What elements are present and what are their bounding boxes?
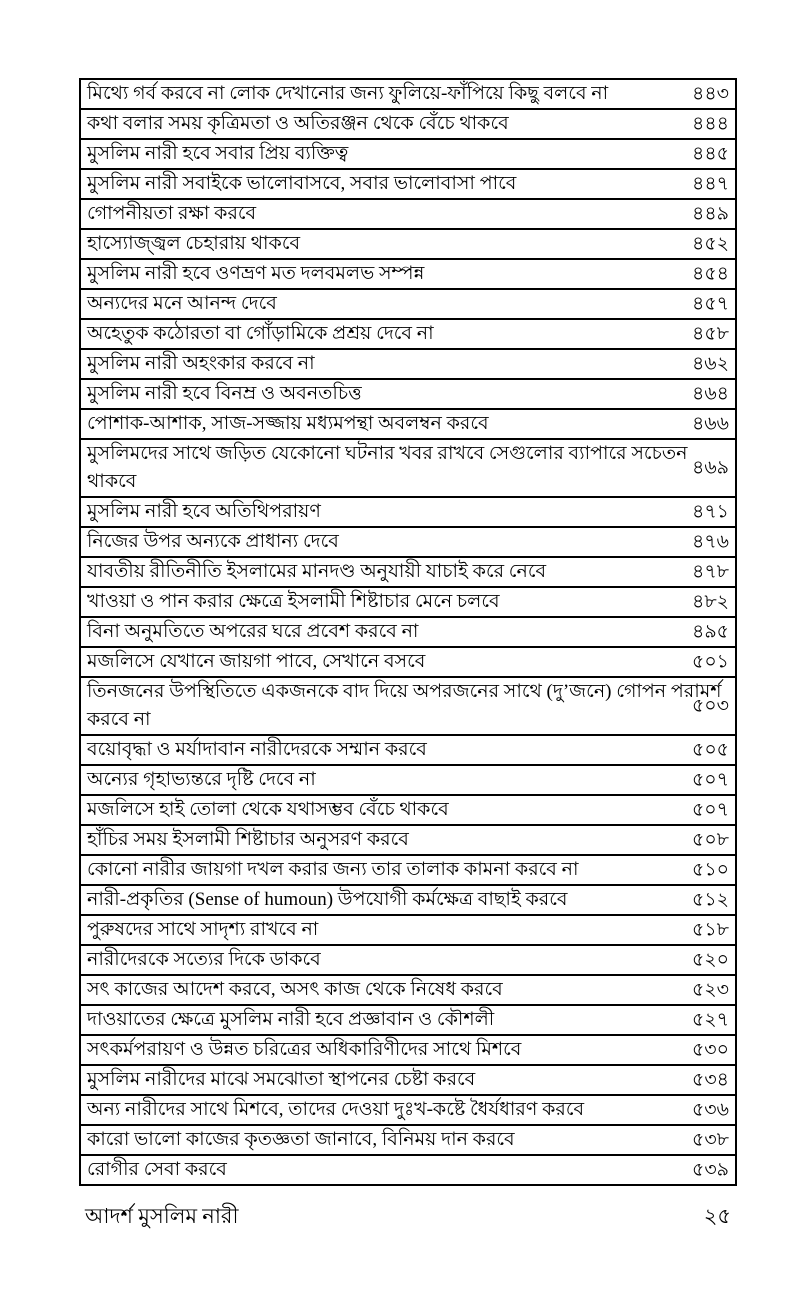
toc-row bbox=[81, 1006, 735, 1036]
toc-entry-title: রোগীর সেবা করবে bbox=[87, 1159, 227, 1180]
toc-row bbox=[81, 916, 735, 946]
toc-row bbox=[81, 618, 735, 648]
toc-table bbox=[79, 78, 737, 1186]
toc-row bbox=[81, 588, 735, 618]
toc-row bbox=[81, 1066, 735, 1096]
toc-entry-page-number: ৪৭৮ bbox=[691, 561, 729, 583]
toc-row bbox=[81, 648, 735, 678]
toc-entry-page-number: ৫৩০ bbox=[691, 1039, 729, 1061]
toc-entry-page-number: ৪৫৪ bbox=[692, 263, 729, 285]
toc-entry-page-number: ৫০৭ bbox=[691, 769, 729, 791]
toc-entry-title: সৎকর্মপরায়ণ ও উন্নত চরিত্রের অধিকারিণীদের সাথে মিশবে bbox=[87, 1039, 522, 1060]
toc-row bbox=[81, 110, 735, 140]
toc-row bbox=[81, 976, 735, 1006]
toc-entry-title: সৎ কাজের আদেশ করবে, অসৎ কাজ থেকে নিষেধ করবে bbox=[87, 979, 503, 1000]
toc-row bbox=[81, 380, 735, 410]
toc-entry-page-number: ৪৫৭ bbox=[691, 293, 729, 315]
toc-row bbox=[81, 200, 735, 230]
toc-entry-title: অন্য নারীদের সাথে মিশবে, তাদের দেওয়া দুঃখ-কষ্টে ধৈর্যধারণ করবে bbox=[87, 1099, 585, 1120]
toc-row bbox=[81, 230, 735, 260]
toc-entry-title: মুসলিম নারী হবে বিনম্র ও অবনতচিত্ত bbox=[87, 383, 362, 404]
toc-row bbox=[81, 946, 735, 976]
toc-entry-title: হাস্যোজ্জ্বল চেহারায় থাকবে bbox=[87, 233, 301, 254]
toc-entry-title: হাঁচির সময় ইসলামী শিষ্টাচার অনুসরণ করবে bbox=[87, 829, 409, 850]
toc-entry-page-number: ৫২৩ bbox=[691, 979, 729, 1001]
toc-entry-title: কারো ভালো কাজের কৃতজ্ঞতা জানাবে, বিনিময় দান করবে bbox=[87, 1129, 515, 1150]
toc-entry-page-number: ৫৩৪ bbox=[691, 1069, 729, 1091]
toc-entry-page-number: ৪৬৯ bbox=[691, 457, 729, 479]
toc-entry-page-number: ৫১০ bbox=[691, 859, 729, 881]
toc-entry-title: গোপনীয়তা রক্ষা করবে bbox=[87, 203, 257, 224]
toc-entry-title: মুসলিম নারী হবে সবার প্রিয় ব্যক্তিত্ব bbox=[87, 143, 349, 164]
toc-entry-title: তিনজনের উপস্থিতিতে একজনকে বাদ দিয়ে অপরজনের সাথে (দু’জনে) গোপন পরামর্শ করবে না bbox=[87, 681, 722, 730]
toc-entry-title: মুসলিম নারী হবে ওণভ্রণ মত দলবমলভ সম্পন্ন bbox=[87, 263, 425, 284]
toc-row bbox=[81, 140, 735, 170]
toc-entry-page-number: ৫২৭ bbox=[691, 1009, 729, 1031]
toc-entry-title: খাওয়া ও পান করার ক্ষেত্রে ইসলামী শিষ্টাচার মেনে চলবে bbox=[87, 591, 500, 612]
toc-entry-page-number: ৪৯৫ bbox=[692, 621, 729, 643]
toc-entry-title: মজলিসে যেখানে জায়গা পাবে, সেখানে বসবে bbox=[87, 651, 426, 672]
toc-entry-page-number: ৪৫৮ bbox=[692, 323, 729, 345]
toc-entry-page-number: ৪৪৪ bbox=[692, 113, 729, 135]
toc-row bbox=[81, 886, 735, 916]
toc-row bbox=[81, 736, 735, 766]
toc-entry-page-number: ৪৮২ bbox=[691, 591, 729, 613]
toc-row bbox=[81, 856, 735, 886]
page-footer bbox=[79, 1200, 737, 1232]
toc-row bbox=[81, 1126, 735, 1156]
toc-entry-title: পোশাক-আশাক, সাজ-সজ্জায় মধ্যমপন্থা অবলম্বন করবে bbox=[87, 413, 489, 434]
toc-entry-page-number: ৫১২ bbox=[691, 889, 729, 911]
toc-entry-page-number: ৪৪৯ bbox=[692, 203, 729, 225]
toc-row bbox=[81, 766, 735, 796]
toc-entry-page-number: ৫১৮ bbox=[692, 919, 729, 941]
toc-row bbox=[81, 796, 735, 826]
toc-row bbox=[81, 350, 735, 380]
toc-entry-title: যাবতীয় রীতিনীতি ইসলামের মানদণ্ড অনুযায়ী যাচাই করে নেবে bbox=[87, 561, 547, 582]
toc-row bbox=[81, 290, 735, 320]
toc-entry-title: নারীদেরকে সত্যের দিকে ডাকবে bbox=[87, 949, 321, 970]
toc-entry-title: মুসলিমদের সাথে জড়িত যেকোনো ঘটনার খবর রাখবে সেগুলোর ব্যাপারে সচেতন থাকবে bbox=[87, 443, 688, 492]
toc-row bbox=[81, 528, 735, 558]
toc-entry-title: বয়োবৃদ্ধা ও মর্যাদাবান নারীদেরকে সম্মান করবে bbox=[87, 739, 427, 760]
toc-entry-title: পুরুষদের সাথে সাদৃশ্য রাখবে না bbox=[87, 919, 319, 940]
toc-entry-page-number: ৪৪৩ bbox=[691, 83, 729, 105]
toc-entry-page-number: ৪৬২ bbox=[691, 353, 729, 375]
toc-entry-title: অহেতুক কঠোরতা বা গোঁড়ামিকে প্রশ্রয় দেবে না bbox=[87, 323, 434, 344]
toc-row bbox=[81, 1096, 735, 1126]
toc-entry-title: মুসলিম নারী সবাইকে ভালোবাসবে, সবার ভালোবাসা পাবে bbox=[87, 173, 517, 194]
toc-entry-page-number: ৪৭৬ bbox=[691, 531, 729, 553]
toc-row bbox=[81, 440, 735, 498]
footer-book-title: আদর্শ মুসলিম নারী bbox=[85, 1204, 239, 1228]
toc-entry-page-number: ৫০১ bbox=[691, 651, 729, 673]
toc-entry-page-number: ৫৩৮ bbox=[691, 1129, 729, 1151]
toc-entry-title: মুসলিম নারীদের মাঝে সমঝোতা স্থাপনের চেষ্টা করবে bbox=[87, 1069, 476, 1090]
toc-entry-title: দাওয়াতের ক্ষেত্রে মুসলিম নারী হবে প্রজ্ঞাবান ও কৌশলী bbox=[87, 1009, 495, 1030]
toc-entry-page-number: ৪৪৭ bbox=[691, 173, 729, 195]
toc-row bbox=[81, 170, 735, 200]
toc-entry-page-number: ৪৬৬ bbox=[691, 413, 729, 435]
toc-entry-title: অন্যদের মনে আনন্দ দেবে bbox=[87, 293, 277, 314]
toc-entry-page-number: ৪৫২ bbox=[691, 233, 729, 255]
toc-entry-page-number: ৫০৩ bbox=[691, 695, 729, 717]
toc-row bbox=[81, 260, 735, 290]
toc-entry-title: নারী-প্রকৃতির (Sense of humoun) উপযোগী কর্মক্ষেত্র বাছাই করবে bbox=[87, 889, 568, 910]
toc-row bbox=[81, 498, 735, 528]
toc-entry-title: কথা বলার সময় কৃত্রিমতা ও অতিরঞ্জন থেকে বেঁচে থাকবে bbox=[87, 113, 509, 134]
toc-entry-title: নিজের উপর অন্যকে প্রাধান্য দেবে bbox=[87, 531, 339, 552]
toc-entry-title: বিনা অনুমতিতে অপরের ঘরে প্রবেশ করবে না bbox=[87, 621, 419, 642]
toc-entry-title: অন্যের গৃহাভ্যন্তরে দৃষ্টি দেবে না bbox=[87, 769, 316, 790]
footer-page-number: ২৫ bbox=[703, 1204, 731, 1228]
toc-row bbox=[81, 320, 735, 350]
toc-row bbox=[81, 678, 735, 736]
toc-entry-title: মুসলিম নারী হবে অতিথিপরায়ণ bbox=[87, 501, 321, 522]
toc-entry-page-number: ৫৩৬ bbox=[691, 1099, 729, 1121]
toc-row bbox=[81, 826, 735, 856]
toc-row bbox=[81, 1036, 735, 1066]
toc-row bbox=[81, 410, 735, 440]
toc-entry-page-number: ৫৩৯ bbox=[691, 1159, 729, 1181]
toc-entry-page-number: ৫২০ bbox=[691, 949, 729, 971]
toc-entry-page-number: ৪৪৫ bbox=[692, 143, 729, 165]
toc-row bbox=[81, 80, 735, 110]
toc-entry-title: মুসলিম নারী অহংকার করবে না bbox=[87, 353, 315, 374]
toc-row bbox=[81, 1156, 735, 1184]
toc-entry-title: মিথ্যে গর্ব করবে না লোক দেখানোর জন্য ফুলিয়ে-ফাঁপিয়ে কিছু বলবে না bbox=[87, 83, 609, 104]
toc-entry-page-number: ৫০৭ bbox=[691, 799, 729, 821]
toc-entry-page-number: ৫০৮ bbox=[691, 829, 729, 851]
toc-entry-title: মজলিসে হাই তোলা থেকে যথাসম্ভব বেঁচে থাকবে bbox=[87, 799, 449, 820]
toc-row bbox=[81, 558, 735, 588]
toc-entry-title: কোনো নারীর জায়গা দখল করার জন্য তার তালাক কামনা করবে না bbox=[87, 859, 579, 880]
toc-entry-page-number: ৪৭১ bbox=[691, 501, 729, 523]
toc-entry-page-number: ৪৬৪ bbox=[691, 383, 729, 405]
toc-entry-page-number: ৫০৫ bbox=[691, 739, 729, 761]
